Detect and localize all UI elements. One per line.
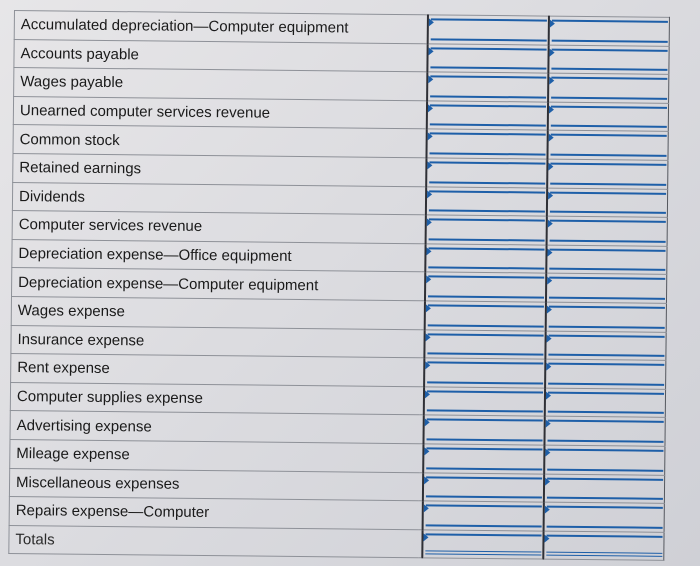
credit-input[interactable] bbox=[547, 420, 663, 443]
debit-input[interactable] bbox=[428, 304, 544, 327]
credit-input-cell[interactable] bbox=[547, 188, 668, 218]
debit-input[interactable] bbox=[426, 476, 542, 499]
credit-input[interactable] bbox=[549, 220, 665, 243]
cell-marker-icon bbox=[547, 277, 552, 285]
debit-input-cell[interactable] bbox=[423, 415, 544, 445]
cell-marker-icon bbox=[549, 105, 554, 113]
credit-input[interactable] bbox=[548, 334, 664, 357]
credit-input[interactable] bbox=[548, 391, 664, 414]
cell-marker-icon bbox=[423, 533, 428, 541]
cell-marker-icon bbox=[428, 76, 433, 84]
credit-input-cell[interactable] bbox=[543, 502, 664, 532]
cell-marker-icon bbox=[549, 48, 554, 56]
debit-input-cell[interactable] bbox=[426, 129, 547, 159]
debit-input[interactable] bbox=[430, 76, 546, 99]
cell-marker-icon bbox=[549, 77, 554, 85]
cell-marker-icon bbox=[426, 247, 431, 255]
debit-input[interactable] bbox=[430, 104, 546, 127]
credit-input[interactable] bbox=[551, 20, 667, 43]
debit-input-cell[interactable] bbox=[425, 272, 546, 302]
credit-input[interactable] bbox=[546, 534, 662, 557]
debit-input-cell[interactable] bbox=[427, 72, 548, 102]
debit-input-cell[interactable] bbox=[428, 15, 549, 45]
cell-marker-icon bbox=[424, 476, 429, 484]
cell-marker-icon bbox=[550, 20, 555, 28]
debit-input-cell[interactable] bbox=[427, 43, 548, 73]
credit-input-cell[interactable] bbox=[544, 416, 665, 446]
debit-input[interactable] bbox=[426, 447, 542, 470]
totals-row bbox=[9, 525, 664, 560]
account-label: Retained earnings bbox=[13, 153, 423, 186]
debit-input[interactable] bbox=[427, 390, 543, 413]
account-label: Rent expense bbox=[11, 354, 421, 387]
debit-input-cell[interactable] bbox=[426, 186, 547, 216]
debit-input[interactable] bbox=[429, 161, 545, 184]
cell-marker-icon bbox=[427, 161, 432, 169]
cell-marker-icon bbox=[425, 419, 430, 427]
cell-marker-icon bbox=[429, 47, 434, 55]
credit-input-cell[interactable] bbox=[544, 445, 665, 475]
worksheet bbox=[8, 10, 690, 565]
cell-marker-icon bbox=[427, 190, 432, 198]
debit-input[interactable] bbox=[429, 133, 545, 156]
credit-input-cell[interactable] bbox=[545, 359, 666, 389]
credit-input[interactable] bbox=[550, 191, 666, 214]
debit-input[interactable] bbox=[426, 419, 542, 442]
account-label: Unearned computer services revenue bbox=[13, 96, 423, 129]
cell-marker-icon bbox=[547, 306, 552, 314]
debit-input[interactable] bbox=[431, 18, 547, 41]
cell-marker-icon bbox=[547, 248, 552, 256]
credit-input-cell[interactable] bbox=[545, 302, 666, 332]
account-label: Computer supplies expense bbox=[10, 382, 420, 415]
debit-input-cell[interactable] bbox=[426, 215, 547, 245]
cell-marker-icon bbox=[545, 448, 550, 456]
account-label: Totals bbox=[9, 525, 419, 558]
account-label: Depreciation expense—Computer equipment bbox=[12, 268, 422, 301]
cell-marker-icon bbox=[547, 220, 552, 228]
credit-input-cell[interactable] bbox=[544, 474, 665, 504]
debit-input-cell[interactable] bbox=[423, 444, 544, 474]
credit-input-cell[interactable] bbox=[548, 45, 669, 75]
credit-input-cell[interactable] bbox=[547, 159, 668, 189]
account-label: Dividends bbox=[12, 182, 422, 215]
credit-input[interactable] bbox=[548, 363, 664, 386]
debit-input[interactable] bbox=[425, 533, 541, 556]
debit-input[interactable] bbox=[426, 504, 542, 527]
debit-input[interactable] bbox=[428, 276, 544, 299]
debit-input-cell[interactable] bbox=[424, 358, 545, 388]
cell-marker-icon bbox=[424, 504, 429, 512]
debit-input-cell[interactable] bbox=[425, 244, 546, 274]
credit-input[interactable] bbox=[549, 248, 665, 271]
debit-input[interactable] bbox=[428, 247, 544, 270]
cell-marker-icon bbox=[427, 218, 432, 226]
debit-input[interactable] bbox=[427, 333, 543, 356]
account-label: Advertising expense bbox=[10, 411, 420, 444]
debit-input[interactable] bbox=[427, 361, 543, 384]
credit-input-cell[interactable] bbox=[545, 331, 666, 361]
account-label: Depreciation expense—Office equipment bbox=[12, 239, 422, 272]
credit-input[interactable] bbox=[547, 477, 663, 500]
debit-input-cell[interactable] bbox=[425, 301, 546, 331]
credit-input-cell[interactable] bbox=[546, 273, 667, 303]
cell-marker-icon bbox=[426, 333, 431, 341]
cell-marker-icon bbox=[426, 276, 431, 284]
account-label: Wages expense bbox=[11, 296, 421, 329]
debit-input[interactable] bbox=[429, 190, 545, 213]
credit-input-cell[interactable] bbox=[547, 130, 668, 160]
credit-input[interactable] bbox=[549, 277, 665, 300]
credit-input-cell[interactable] bbox=[545, 388, 666, 418]
cell-marker-icon bbox=[548, 191, 553, 199]
cell-marker-icon bbox=[546, 363, 551, 371]
cell-marker-icon bbox=[426, 304, 431, 312]
debit-input-cell[interactable] bbox=[427, 101, 548, 131]
cell-marker-icon bbox=[428, 133, 433, 141]
cell-marker-icon bbox=[544, 534, 549, 542]
credit-input[interactable] bbox=[546, 506, 662, 529]
credit-input-cell[interactable] bbox=[548, 102, 669, 132]
account-label: Common stock bbox=[13, 125, 423, 158]
debit-input-cell[interactable] bbox=[422, 529, 543, 559]
account-label: Wages payable bbox=[14, 68, 424, 101]
credit-input[interactable] bbox=[550, 134, 666, 157]
debit-input[interactable] bbox=[430, 47, 546, 70]
cell-marker-icon bbox=[545, 420, 550, 428]
cell-marker-icon bbox=[546, 391, 551, 399]
debit-input-cell[interactable] bbox=[423, 501, 544, 531]
account-label: Insurance expense bbox=[11, 325, 421, 358]
cell-marker-icon bbox=[425, 361, 430, 369]
credit-input[interactable] bbox=[551, 105, 667, 128]
credit-input[interactable] bbox=[551, 48, 667, 71]
cell-marker-icon bbox=[424, 447, 429, 455]
credit-input[interactable] bbox=[550, 163, 666, 186]
account-label: Accounts payable bbox=[14, 39, 424, 72]
debit-input[interactable] bbox=[429, 219, 545, 242]
cell-marker-icon bbox=[548, 163, 553, 171]
debit-input-cell[interactable] bbox=[423, 472, 544, 502]
cell-marker-icon bbox=[428, 104, 433, 112]
cell-marker-icon bbox=[429, 18, 434, 26]
credit-input-cell[interactable] bbox=[548, 16, 669, 46]
account-label: Accumulated depreciation—Computer equipment bbox=[14, 11, 424, 44]
account-label: Miscellaneous expenses bbox=[9, 468, 419, 501]
cell-marker-icon bbox=[548, 134, 553, 142]
account-label: Mileage expense bbox=[10, 439, 420, 472]
cell-marker-icon bbox=[544, 506, 549, 514]
debit-input-cell[interactable] bbox=[424, 387, 545, 417]
credit-input[interactable] bbox=[547, 449, 663, 472]
debit-input-cell[interactable] bbox=[424, 329, 545, 359]
credit-input-cell[interactable] bbox=[546, 216, 667, 246]
cell-marker-icon bbox=[545, 477, 550, 485]
account-label: Repairs expense—Computer bbox=[9, 497, 419, 530]
account-table bbox=[8, 10, 670, 561]
credit-input-cell[interactable] bbox=[548, 73, 669, 103]
account-label: Computer services revenue bbox=[12, 211, 422, 244]
credit-input[interactable] bbox=[551, 77, 667, 100]
debit-input-cell[interactable] bbox=[426, 158, 547, 188]
credit-input[interactable] bbox=[548, 306, 664, 329]
cell-marker-icon bbox=[425, 390, 430, 398]
credit-input-cell[interactable] bbox=[543, 531, 664, 561]
cell-marker-icon bbox=[546, 334, 551, 342]
credit-input-cell[interactable] bbox=[546, 245, 667, 275]
